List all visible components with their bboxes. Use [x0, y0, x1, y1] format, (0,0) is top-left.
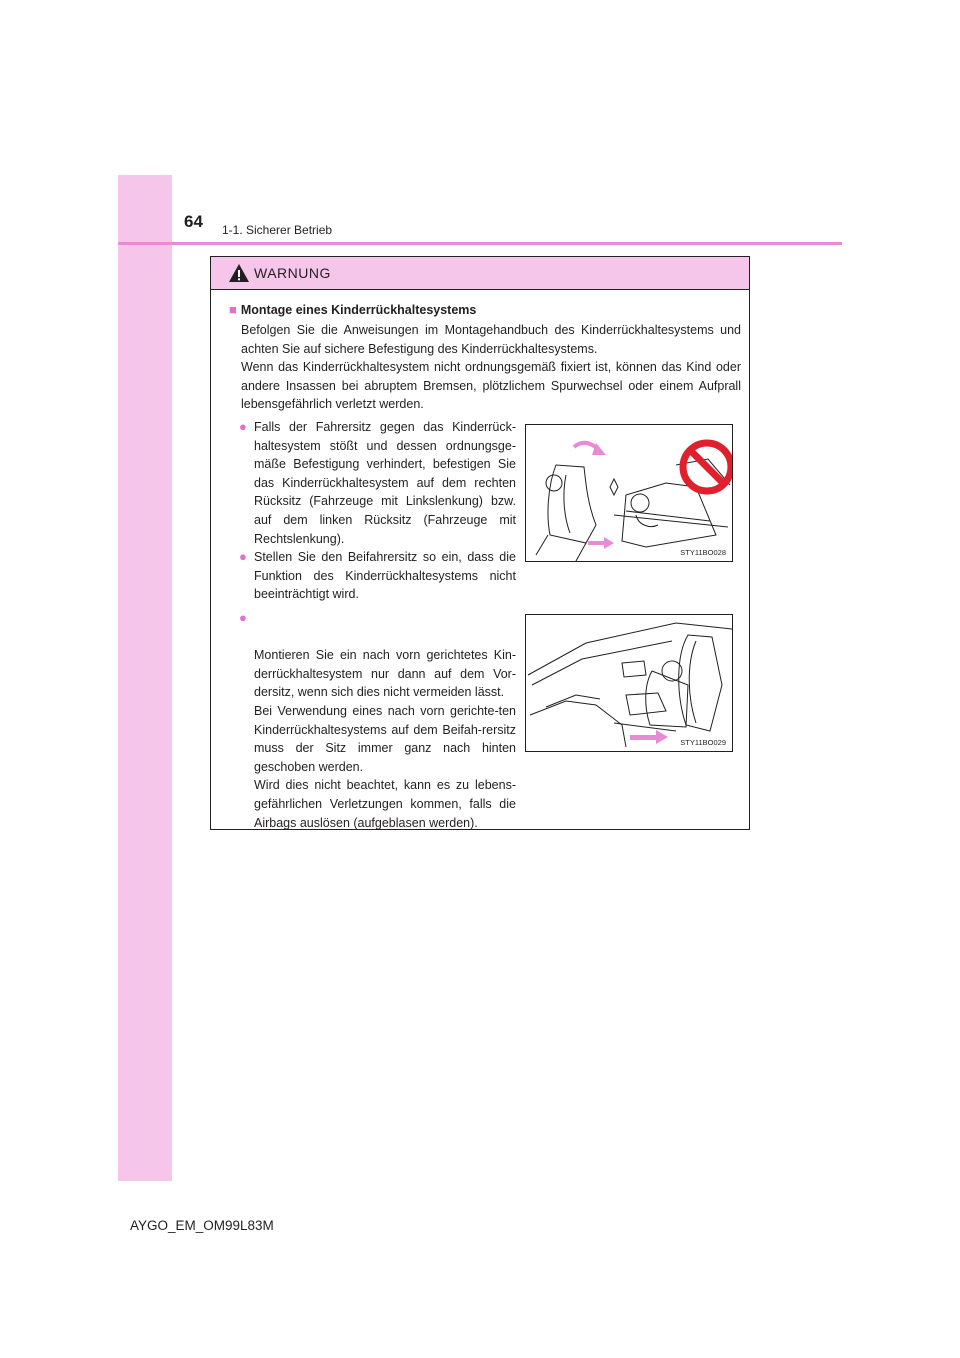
side-color-band — [118, 175, 172, 1181]
front-seat-drawing — [526, 615, 733, 752]
bullet-dot-icon: ● — [239, 549, 247, 564]
footer-doc-code: AYGO_EM_OM99L83M — [130, 1218, 274, 1233]
warning-label: WARNUNG — [254, 265, 331, 281]
illustration-seat-conflict — [525, 424, 733, 562]
warning-box — [210, 256, 750, 830]
list-item-text: Falls der Fahrersitz gegen das Kinderrück-haltesystem stößt und dessen ordnungsge-mäße Befestigung verhindert, befestigen Sie das Kinderrückhaltesystem auf dem rechten Rücksitz (Fahrzeuge mit Linkslenkung) bzw. auf dem linken Rücksitz (Fahrzeuge mit Rechtslenkung). — [254, 420, 516, 546]
intro-paragraph: Befolgen Sie die Anweisungen im Montagehandbuch des Kinderrückhaltesystems und achten Sie auf sichere Befestigung des Kinderrückhaltesystems. Wenn das Kinderrückhaltesystem nicht ordnungsgemäß fixiert ist, können das Kind oder andere Insassen bei abruptem Bremsen, plötzlichem Spurwechsel oder einem Aufprall lebensgefährlich verletzt werden. — [241, 323, 741, 412]
seat-conflict-drawing — [526, 425, 733, 562]
list-item-text: Stellen Sie den Beifahrersitz so ein, dass die Funktion des Kinderrückhaltesystems nicht beeinträchtigt wird. — [254, 550, 516, 602]
figure-code: STY11BO028 — [680, 548, 726, 557]
square-bullet-icon: ■ — [229, 302, 237, 317]
bullet-dot-icon: ● — [239, 419, 247, 434]
list-item — [239, 418, 516, 548]
list-item — [239, 548, 516, 604]
warning-triangle-icon — [228, 263, 250, 283]
warning-header — [211, 257, 749, 290]
bullet-dot-icon: ● — [239, 610, 247, 625]
topic-text: Montage eines Kinderrückhaltesystems — [240, 303, 477, 317]
section-title: 1-1. Sicherer Betrieb — [222, 223, 333, 237]
illustration-front-seat-child-seat — [525, 614, 733, 752]
page-number: 64 — [184, 212, 203, 231]
list-item — [239, 609, 516, 832]
topic-heading — [229, 302, 476, 317]
list-item-text: Montieren Sie ein nach vorn gerichtetes Kin-derrückhaltesystem nur dann auf dem Vor-dersitz, wenn sich dies nicht vermeiden lässt. Bei Verwendung eines nach vorn gerichte-ten Kinderrückhaltesystems auf dem Beifah-rersitz muss der Sitz immer ganz nach hinten geschoben werden. Wird dies nicht beachtet, kann es zu lebens-gefährlichen Verletzungen kommen, falls die Airbags auslösen (aufgeblasen werden). — [254, 648, 516, 830]
header-rule — [118, 242, 842, 245]
figure-code: STY11BO029 — [680, 738, 726, 747]
